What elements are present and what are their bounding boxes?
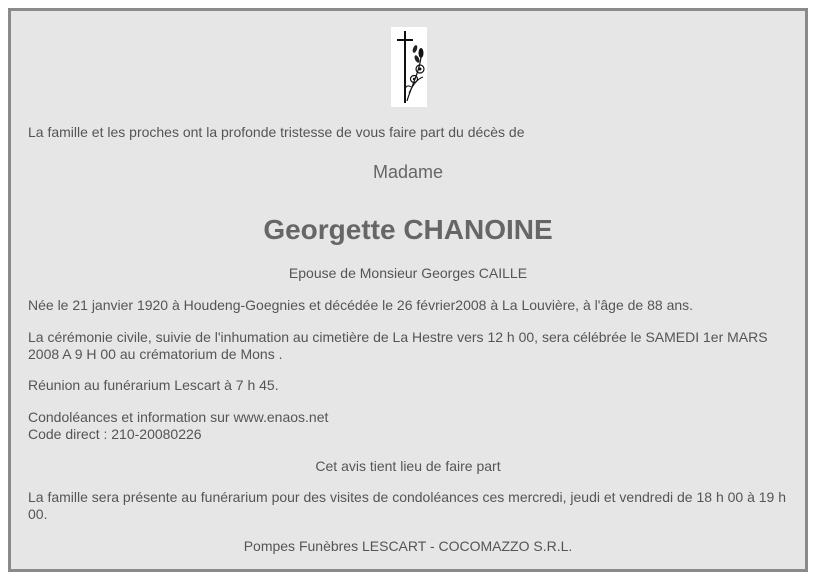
notice-text: Cet avis tient lieu de faire part (315, 458, 501, 474)
birth-death-text: Née le 21 janvier 1920 à Houdeng-Goegnies et décédée le 26 février2008 à La Louvière, à l'âge de 88 ans. (28, 297, 694, 313)
ceremony-text: La cérémonie civile, suivie de l'inhumation au cimetière de La Hestre vers 12 h 00, sera célébrée le SAMEDI 1er MARS 2008 A 9 H 00 au crématorium de Mons . (28, 329, 768, 362)
condolences-web-text: Condoléances et information sur www.enaos.net (28, 409, 329, 425)
obituary-card (8, 8, 808, 572)
funeral-home-text: Pompes Funèbres LESCART - COCOMAZZO S.R.L. (243, 538, 573, 554)
deceased-name: Georgette CHANOINE (263, 214, 553, 245)
spouse-text: Epouse de Monsieur Georges CAILLE (288, 265, 528, 281)
intro-text: La famille et les proches ont la profonde tristesse de vous faire part du décès de (28, 124, 525, 140)
title-prefix: Madame (372, 162, 444, 182)
direct-code-text: Code direct : 210-20080226 (28, 426, 202, 442)
visits-text: La famille sera présente au funérarium pour des visites de condoléances ces mercredi, jeudi et vendredi de 18 h 00 à 19 h 00. (28, 489, 787, 522)
reunion-text: Réunion au funérarium Lescart à 7 h 45. (28, 377, 279, 393)
cross-with-flowers-icon (391, 27, 427, 107)
